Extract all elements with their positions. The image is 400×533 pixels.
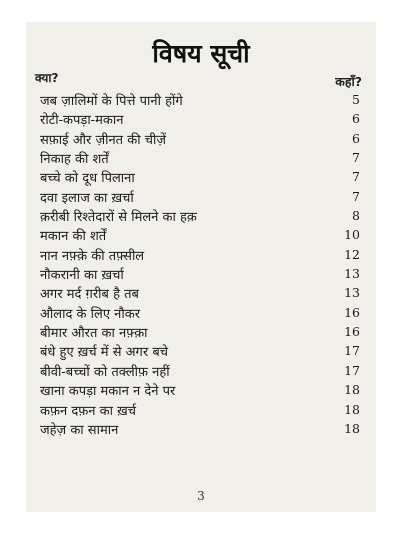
- column-header-what: क्या?: [35, 71, 59, 85]
- entry-page-number: 13: [344, 266, 360, 282]
- entry-page-number: 7: [352, 169, 360, 185]
- entry-page-number: 6: [352, 130, 360, 146]
- entry-title: जब ज़ालिमों के पित्ते पानी होंगे: [40, 94, 183, 109]
- entry-page-number: 10: [344, 227, 360, 243]
- entry-page-number: 17: [344, 362, 360, 378]
- entry-page-number: 18: [344, 382, 360, 398]
- entry-page-number: 18: [344, 401, 360, 417]
- contents-entry: [26, 263, 376, 282]
- contents-entry: [26, 224, 376, 243]
- entry-page-number: 13: [344, 285, 360, 301]
- entry-page-number: 5: [352, 92, 360, 107]
- entry-title: दवा इलाज का ख़र्चा: [40, 190, 134, 206]
- contents-list: [26, 89, 376, 437]
- contents-entry: [26, 205, 376, 224]
- contents-entry: [26, 186, 376, 205]
- contents-entry: [26, 321, 376, 340]
- contents-entry: [26, 340, 376, 359]
- entry-title: नौकरानी का ख़र्चा: [40, 268, 124, 284]
- entry-title: जहेज़ का सामान: [40, 422, 119, 438]
- entry-title: बीवी-बच्चों को तक्लीफ़ नहीं: [40, 364, 170, 380]
- entry-title: बंधे हुए ख़र्च में से अगर बचे: [40, 345, 169, 361]
- contents-entry: [26, 89, 376, 108]
- contents-entry: [26, 108, 376, 127]
- contents-entry: [26, 147, 376, 166]
- entry-page-number: 6: [352, 111, 360, 127]
- contents-entry: [26, 244, 376, 263]
- entry-title: मकान की शर्तें: [40, 229, 107, 245]
- entry-page-number: 16: [344, 304, 360, 320]
- book-page: [26, 22, 376, 512]
- entry-title: बच्चे को दूध पिलाना: [40, 171, 135, 187]
- entry-title: बीमार औरत का नफ़्क़ा: [40, 326, 148, 342]
- entry-page-number: 16: [344, 324, 360, 340]
- entry-page-number: 7: [352, 188, 360, 204]
- contents-entry: [26, 399, 376, 418]
- page-number: 3: [197, 489, 205, 503]
- entry-page-number: 17: [344, 343, 360, 359]
- entry-title: औलाद के लिए नौकर: [40, 306, 141, 322]
- entry-title: नान नफ़्क़े की तफ़्सील: [40, 248, 145, 264]
- contents-entry: [26, 379, 376, 398]
- contents-entry: [26, 166, 376, 185]
- entry-title: सफ़ाई और ज़ीनत की चीज़ें: [40, 132, 166, 148]
- entry-title: निकाह की शर्तें: [40, 152, 109, 168]
- column-header-where: कहाँ?: [335, 74, 362, 89]
- entry-title: कफ़न दफ़न का ख़र्च: [40, 403, 137, 419]
- contents-entry: [26, 360, 376, 379]
- entry-page-number: 18: [344, 420, 360, 436]
- contents-entry: [26, 282, 376, 301]
- entry-title: रोटी-कपड़ा-मकान: [40, 113, 124, 129]
- entry-page-number: 8: [352, 208, 360, 224]
- contents-entry: [26, 302, 376, 321]
- entry-title: क़रीबी रिश्तेदारों से मिलने का हक़: [40, 210, 197, 226]
- page-title: विषय सूची: [152, 39, 250, 68]
- entry-title: खाना कपड़ा मकान न देने पर: [40, 384, 176, 400]
- contents-entry: [26, 418, 376, 437]
- entry-page-number: 7: [352, 150, 360, 166]
- entry-page-number: 12: [344, 246, 360, 262]
- contents-entry: [26, 128, 376, 147]
- entry-title: अगर मर्द ग़रीब है तब: [40, 287, 139, 303]
